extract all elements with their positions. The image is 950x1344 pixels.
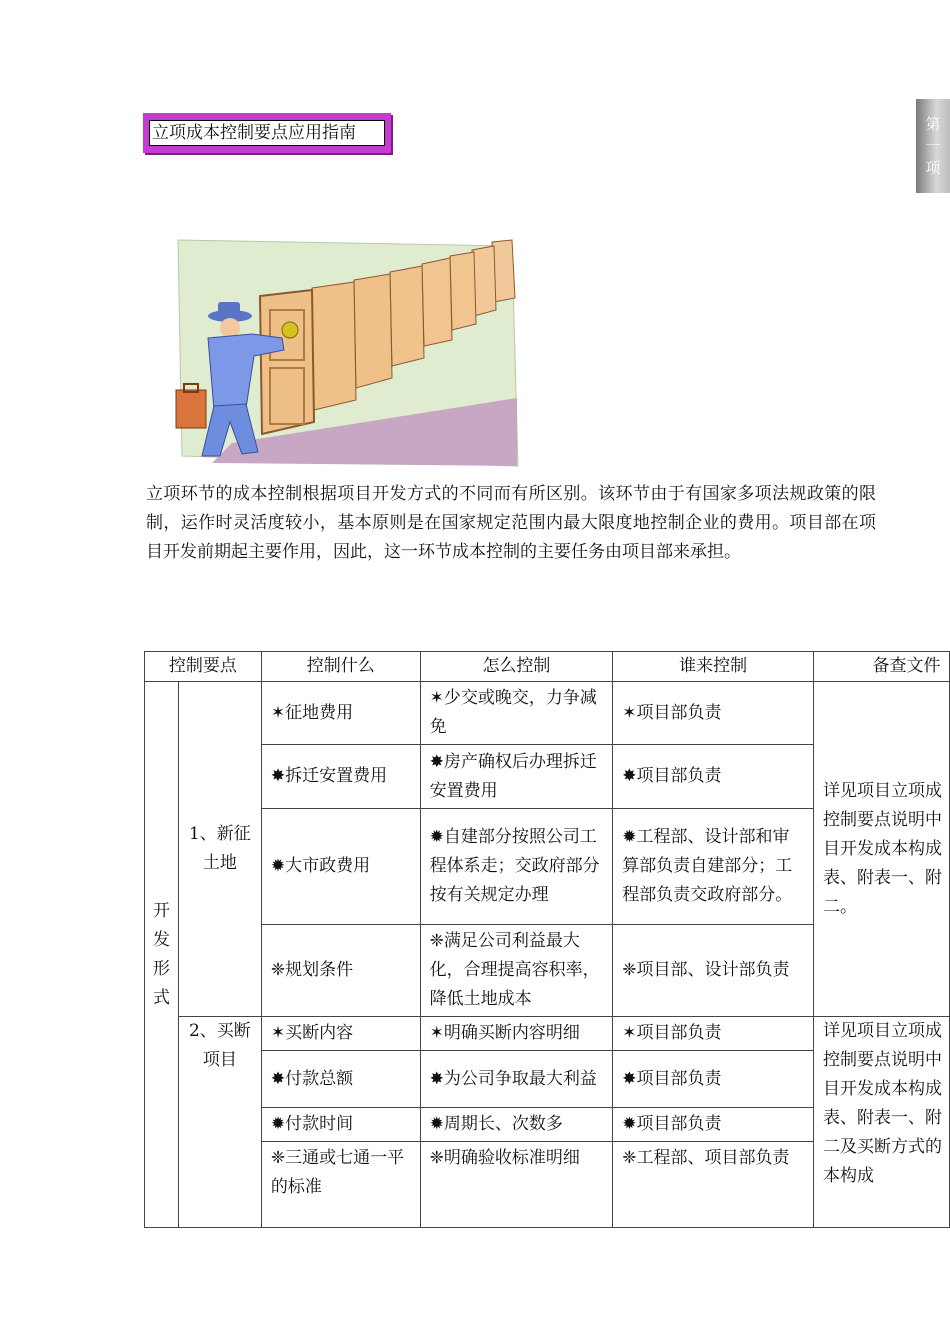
reference-cell: 详见项目立项成 控制要点说明中 目开发成本构成 表、附表一、附 二及买断方式的 本构成 (813, 1017, 949, 1228)
section-label: 1、新征土地 (178, 682, 261, 1017)
who-cell: ❈项目部、设计部负责 (613, 925, 814, 1017)
what-cell: ✸拆迁安置费用 (261, 745, 420, 809)
what-cell: ❈三通或七通一平的标准 (261, 1142, 420, 1228)
how-cell: ✹自建部分按照公司工程体系走；交政府部分按有关规定办理 (420, 809, 613, 925)
page-title: 立项成本控制要点应用指南 (149, 120, 385, 146)
who-cell: ❈工程部、项目部负责 (613, 1142, 814, 1228)
how-cell: ❈满足公司利益最大化，合理提高容积率，降低土地成本 (420, 925, 613, 1017)
header-what: 控制什么 (261, 652, 420, 682)
who-cell: ✹工程部、设计部和审算部负责自建部分；工程部负责交政府部分。 (613, 809, 814, 925)
who-cell: ✹项目部负责 (613, 1108, 814, 1142)
control-points-table (144, 651, 950, 1228)
who-cell: ✸项目部负责 (613, 1051, 814, 1108)
header-who: 谁来控制 (613, 652, 814, 682)
how-cell: ✶少交或晚交，力争减免 (420, 682, 613, 745)
reference-cell: 详见项目立项成 控制要点说明中 目开发成本构成 表、附表一、附 二。 (813, 682, 949, 1017)
man-opening-doors-clipart (172, 238, 532, 470)
header-how: 怎么控制 (420, 652, 613, 682)
header-control-point: 控制要点 (145, 652, 262, 682)
side-tab-char: 一 (925, 137, 941, 155)
what-cell: ✶买断内容 (261, 1017, 420, 1051)
who-cell: ✸项目部负责 (613, 745, 814, 809)
who-cell: ✶项目部负责 (613, 682, 814, 745)
intro-paragraph: 立项环节的成本控制根据项目开发方式的不同而有所区别。该环节由于有国家多项法规政策的限制，运作时灵活度较小，基本原则是在国家规定范围内最大限度地控制企业的费用。项目部在项目开发前期起主要作用，因此，这一环节成本控制的主要任务由项目部来承担。 (146, 484, 876, 562)
what-cell: ✹付款时间 (261, 1108, 420, 1142)
side-tab-char: 项 (925, 159, 941, 177)
section-label: 2、买断项目 (178, 1017, 261, 1228)
what-cell: ✸付款总额 (261, 1051, 420, 1108)
table-row (145, 1017, 950, 1051)
how-cell: ✸为公司争取最大利益 (420, 1051, 613, 1108)
what-cell: ❈规划条件 (261, 925, 420, 1017)
what-cell: ✶征地费用 (261, 682, 420, 745)
title-box (143, 113, 391, 153)
how-cell: ❈明确验收标准明细 (420, 1142, 613, 1228)
who-cell: ✶项目部负责 (613, 1017, 814, 1051)
section-side-tab (916, 99, 950, 193)
table-header-row (145, 652, 950, 682)
header-reference: 备查文件 (813, 652, 949, 682)
what-cell: ✹大市政费用 (261, 809, 420, 925)
development-mode-label: 开 发 形 式 (145, 682, 179, 1228)
how-cell: ✸房产确权后办理拆迁安置费用 (420, 745, 613, 809)
side-tab-char: 第 (925, 115, 941, 133)
how-cell: ✶明确买断内容明细 (420, 1017, 613, 1051)
table-row (145, 682, 950, 745)
how-cell: ✹周期长、次数多 (420, 1108, 613, 1142)
